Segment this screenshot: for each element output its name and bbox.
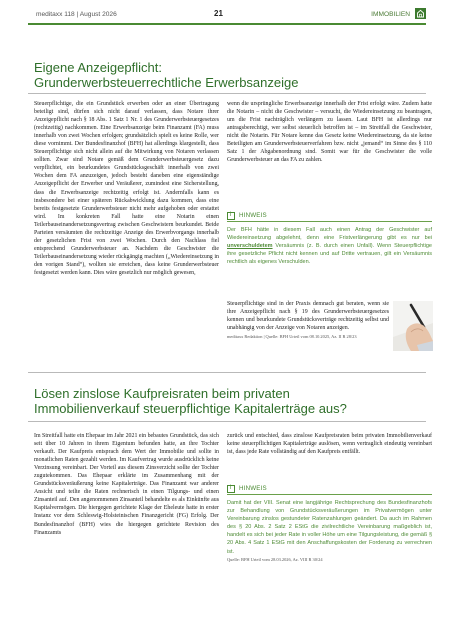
- article2-source: Quelle: BFH Urteil vom 28.03.2026, Az. VIII R 30/24: [227, 556, 323, 562]
- article1-conclusion: [227, 300, 389, 341]
- article1-column-right: [227, 100, 432, 164]
- hint-label: HINWEIS: [239, 485, 267, 492]
- hint-header: [227, 484, 432, 495]
- article1-title: [34, 60, 298, 90]
- article1-body-left: Steuerpflichtige, die ein Grundstück erwerben oder an einer Übertragung beteiligt sind, dürfen sich nicht darauf verlassen, dass Notare ihrer Anzeigepflicht nach § 18 Abs. 1 Satz 1 Nr. 1 des Grunderwerbsteuergesetzes (rechtzeitig) nachkommen. Eine Erwerbsanzeige beim Finanzamt (FA) muss innerhalb von zwei Wochen erfolgen; grundsätzlich spielt es keine Rolle, wer diese vornimmt. Der Bundesfinanzhof (BFH) hat allerdings klargestellt, dass Steuerpflichtige sich nicht allein auf die Mitwirkung von Notaren verlassen sollten. Zwar sind Notare gemäß dem Grunderwerbsteuergesetz dazu verpflichtet, ein beurkundetes Grundstücksgeschäft innerhalb von zwei Wochen dem FA anzuzeigen, jedoch besteht daneben eine eigenständige Anzeigepflicht der Erwerber und Veräußerer, zumindest eine Sicherstellung, dass die Erwerbsanzeige rechtzeitig erfolgt ist. Andernfalls kann es insbesondere bei einer späteren Rückabwicklung dazu kommen, dass eine bereits festgesetzte Grunderwerbsteuer nicht mehr aufgehoben oder erstattet wird. Im konkreten Fall hatte eine Notarin einen Teilerbauseinandersetzungsvertrag zwischen Geschwistern beurkundet. Beide Parteien versäumten die rechtzeitige Anzeige des Erwerbvorgangs innerhalb der gesetzlichen Frist von zwei Wochen. Durch den Nachlass fiel entsprechend Grunderwerbsteuer an. Nachdem die Geschwister die Teilerbauseinandersetzung wieder rückgängig machten („Wiedereinsetzung in den vorigen Stand“), wollten sie erreichen, dass keine Grunderwerbsteuer festgesetzt werden kann. Dies wäre gesetzlich nur möglich gewesen,: [34, 101, 219, 276]
- article1-column-left: [34, 100, 219, 277]
- article2-body-right: zurück und entschied, dass zinslose Kaufpreisraten beim privaten Immobilienverkauf keine steuerpflichtigen Kapitalerträge auslösen, wenn vertraglich eindeutig vereinbart ist, dass jede Rate vollständig auf den Kaufpreis entfällt.: [227, 433, 432, 456]
- article2-hint: [227, 484, 432, 562]
- article1-title-rule: [28, 93, 426, 94]
- section-divider: [28, 372, 426, 373]
- header-rule: [28, 23, 426, 25]
- issue-info: meditaxx 118 | August 2026: [36, 11, 117, 18]
- hand-signing-photo: [393, 301, 433, 351]
- article1-body-right: wenn die ursprüngliche Erwerbsanzeige innerhalb der Frist erfolgt wäre. Zudem hatte die Notarin – nicht die Geschwister – versucht, die Wiedereinsetzung zu beantragen, um die Frist nachträglich verlängern zu lassen. Laut BFH ist allerdings nur antragsberechtigt, wer selbst steuerlich betroffen ist – im Streitfall die Geschwister, nicht die Notarin. Für Notare kenne das Gesetz keine Wiedereinsetzung, da sie keine Beteiligten am Grunderwerbsteuerverfahren bzw. nicht „jemand“ im Sinne des § 110 Satz 1 der Abgabenordnung sind. Somit war für die Geschwister die volle Grunderwerbsteuer an das FA zu zahlen.: [227, 101, 432, 164]
- article1-title-line2: Grunderwerbsteuerrechtliche Erwerbsanzeige: [34, 75, 299, 90]
- article2-column-right: [227, 432, 432, 456]
- category-label: IMMOBILIEN: [371, 11, 410, 18]
- article2-title-line1: Lösen zinslose Kaufpreisraten beim privaten: [34, 386, 290, 401]
- article2-hint-text: Damit hat der VIII. Senat eine langjährige Rechtsprechung des Bundesfinanzhofs zur Behandlung von Grundstücksveräußerungen im Privatvermögen unter Vereinbarung zinslos gestundeter Ratenzahlungen geändert. Da auch im Rahmen des § 20 Abs. 2 Satz 2 EStG die zivilrechtliche Vereinbarung maßgeblich ist, handelt es sich bei jeder Rate in voller Höhe um eine Tilgungsleistung, die gemäß § 20 Abs. 4 Satz 1 EStG mit den Anschaffungskosten der Forderung zu verrechnen ist.: [227, 500, 432, 555]
- house-icon: [415, 8, 426, 19]
- page-header: [28, 8, 426, 22]
- article2-title-line2: Immobilienverkauf steuerpflichtige Kapitalerträge aus?: [34, 401, 347, 416]
- article1-conclusion-text: Steuerpflichtige sind in der Praxis demnach gut beraten, wenn sie ihre Anzeigepflicht nach § 19 des Grunderwerbsteuergesetzes kennen und beurkundete Grundstücksverträge rechtzeitig selbst und unabhängig von der Anzeige von Notaren anzeigen.: [227, 301, 389, 332]
- hint-label: HINWEIS: [239, 212, 267, 219]
- article2-body-left: Im Streitfall hatte ein Ehepaar im Jahr 2021 ein bebautes Grundstück, das sich seit über 10 Jahren in ihrem Eigentum befunden hatte, an ihre Tochter verkauft. Der Kaufpreis entsprach dem Wert der Immobilie und sollte in monatlichen Raten gezahlt werden. Im Kaufvertrag wurde ausdrücklich keine Verzinsung vereinbart. Der Vorteil aus diesem Zinsverzicht sollte der Tochter zugutekommen. Das Ehepaar erklärte im Zusammenhang mit der Grundstücksveräußerung keine Kapitalerträge. Das Finanzamt war anderer Ansicht und teilte die Raten rechnerisch in einen Tilgungs- und einen Zinsanteil auf. Den angenommenen Zinsanteil behandelte es als Einkünfte aus Kapitalvermögen. Die hiergegen gerichtete Klage der Eheleute hatte in erster Instanz vor dem Schleswig-Holsteinischen Finanzgericht (FG) Erfolg. Der Bundesfinanzhof (BFH) wies die hiergegen gerichtete Revision des Finanzamts: [34, 433, 219, 536]
- article1-title-line1: Eigene Anzeigepflicht:: [34, 60, 162, 75]
- article2-title: [34, 386, 347, 416]
- hint-header: [227, 211, 432, 222]
- article2-title-rule: [28, 421, 426, 422]
- hint-icon: i: [227, 485, 235, 493]
- article1-hint: [227, 211, 432, 266]
- page-number: 21: [214, 9, 223, 18]
- article2-column-left: [34, 432, 219, 537]
- article1-hint-text: Der BFH hätte in diesem Fall auch einen Antrag der Geschwister auf Wiedereinsetzung abgelehnt, denn eine Fristverlängerung gibt es nur bei unverschuldetem Versäumnis (z. B. durch einen Unfall). Wenn Steuerpflichtige ihre gesetzliche Pflicht nicht kennen und auf Dritte vertrauen, gilt ein Versäumnis rechtlich als eigenes Verschulden.: [227, 227, 432, 266]
- article1-source: meditaxx Redaktion | Quelle: BFH Urteil vom 08.10.2025, Az. II R 28/23: [227, 334, 357, 340]
- hint-icon: i: [227, 212, 235, 220]
